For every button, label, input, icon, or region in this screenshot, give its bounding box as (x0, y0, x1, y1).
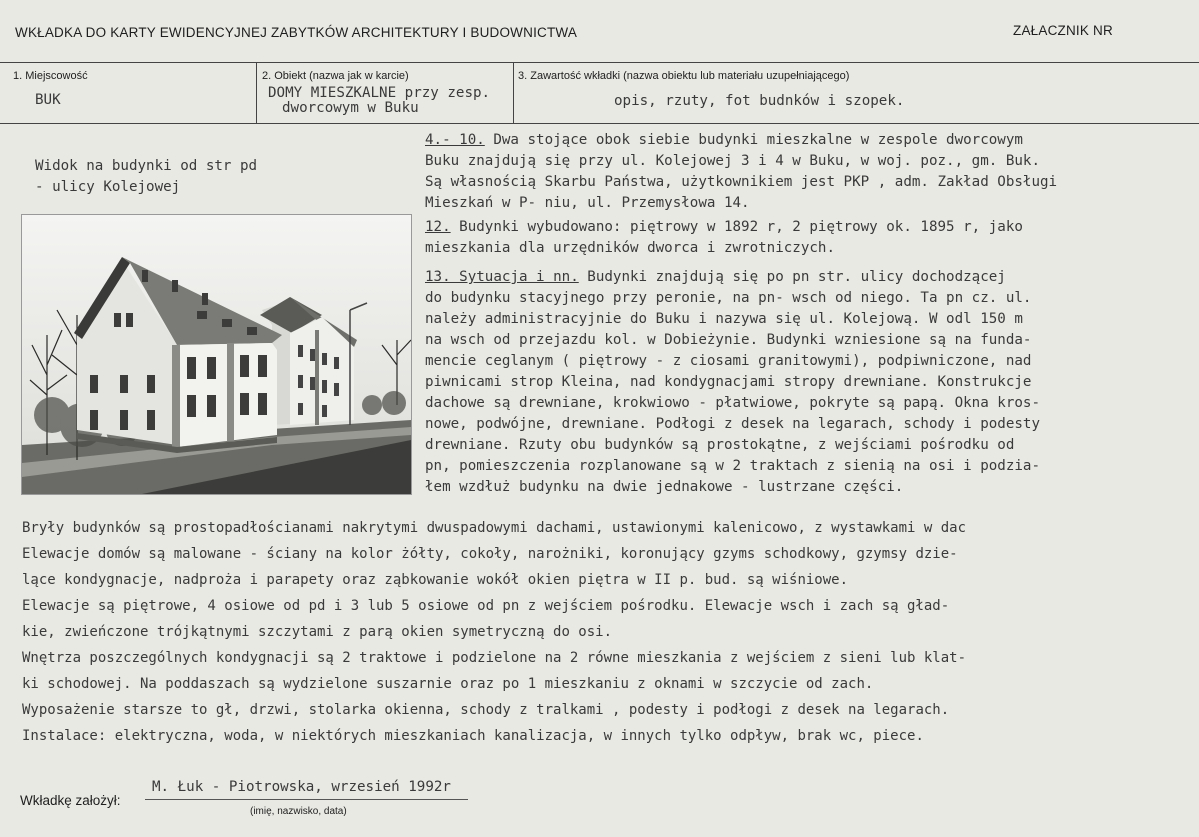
text-line: drewniane. Rzuty obu budynków są prostokątne, z wejściami pośrodku od (425, 437, 1015, 453)
footer-label: Wkładkę założył: (20, 793, 121, 808)
field-locality-value: BUK (35, 92, 61, 108)
field-divider-2 (513, 62, 514, 124)
text-line: do budynku stacyjnego przy peronie, na pn- wsch od niego. Ta pn cz. ul. (425, 290, 1032, 306)
text-line: Bryły budynków są prostopadłościanami nakrytymi dwuspadowymi dachami, ustawionymi kalenicowo, z wystawkami w dac (22, 520, 967, 536)
field-divider-1 (256, 62, 257, 124)
top-rule (0, 62, 1199, 63)
photo-buildings (21, 214, 412, 495)
footer-sublabel: (imię, nazwisko, data) (250, 806, 347, 817)
text-line: dachowe są drewniane, krokwiowo - płatwiowe, pokryte są papą. Okna kros- (425, 395, 1040, 411)
footer-underline (145, 799, 468, 800)
field-content-label: 3. Zawartość wkładki (nazwa obiektu lub materiału uzupełniającego) (518, 70, 850, 82)
form-title: WKŁADKA DO KARTY EWIDENCYJNEJ ZABYTKÓW ARCHITEKTURY I BUDOWNICTWA (15, 25, 578, 40)
photo-caption-line-2: - ulicy Kolejowej (35, 179, 181, 195)
field-object-label: 2. Obiekt (nazwa jak w karcie) (262, 70, 409, 82)
text-line: ki schodowej. Na poddaszach są wydzielone suszarnie oraz po 1 mieszkaniu z oknami w szczycie od zach. (22, 676, 874, 692)
text-line: lące kondygnacje, nadproża i parapety oraz ząbkowanie wokół okien piętra w II p. bud. są wiśniowe. (22, 572, 849, 588)
text-line: pn, pomieszczenia rozplanowane są w 2 traktach z sienią na osi i podzia- (425, 458, 1040, 474)
text-line: Dwa stojące obok siebie budynki mieszkalne w zespole dworcowym (493, 132, 1023, 148)
text-line: nowe, podwójne, drewniane. Podłogi z desek na legarach, schody i podesty (425, 416, 1040, 432)
field-object-value-2: dworcowym w Buku (282, 100, 419, 116)
text-line: Elewacje domów są malowane - ściany na kolor żółty, cokoły, narożniki, koronujący gzyms schodkowy, gzymsy dzie- (22, 546, 958, 562)
field-content-value: opis, rzuty, fot budnków i szopek. (614, 93, 905, 109)
text-line: piwnicami strop Kleina, nad kondygnacjami stropy drewniane. Konstrukcje (425, 374, 1032, 390)
text-line: Elewacje są piętrowe, 4 osiowe od pd i 3 lub 5 osiowe od pn z wejściem pośrodku. Elewacje wsch i zach są gład- (22, 598, 950, 614)
text-line: Są własnością Skarbu Państwa, użytkownikiem jest PKP , adm. Zakład Obsługi (425, 174, 1058, 190)
text-line: Wyposażenie starsze to gł, drzwi, stolarka okienna, schody z tralkami , podesty i podłogi z desek na legarach. (22, 702, 950, 718)
text-line: mencie ceglanym ( piętrowy - z ciosami granitowymi), podpiwniczone, nad (425, 353, 1032, 369)
annex-label: ZAŁACZNIK NR (1013, 23, 1113, 38)
field-bottom-rule (0, 123, 1199, 124)
text-line: Budynki wybudowano: piętrowy w 1892 r, 2 piętrowy ok. 1895 r, jako (459, 219, 1023, 235)
footer-value: M. Łuk - Piotrowska, wrzesień 1992r (152, 779, 451, 795)
text-line: Buku znajdują się przy ul. Kolejowej 3 i 4 w Buku, w woj. poz., gm. Buk. (425, 153, 1040, 169)
text-line: kie, zwieńczone trójkątnymi szczytami z parą okien symetryczną do osi. (22, 624, 613, 640)
text-line: Instalace: elektryczna, woda, w niektórych mieszkaniach kanalizacja, w innych tylko odpływ, brak wc, piece. (22, 728, 924, 744)
text-line: Wnętrza poszczególnych kondygnacji są 2 traktowe i podzielone na 2 równe mieszkania z wejściem z sieni lub klat- (22, 650, 967, 666)
section-number: 4.- 10. (425, 132, 485, 148)
text-line: mieszkania dla urzędników dworca i zwrotniczych. (425, 240, 835, 256)
field-locality-label: 1. Miejscowość (13, 70, 88, 82)
section-number: 12. (425, 219, 451, 235)
text-line: łem wzdłuż budynku na dwie jednakowe - lustrzane części. (425, 479, 904, 495)
text-line: należy administracyjnie do Buku i nazywa się ul. Kolejową. W odl 150 m (425, 311, 1023, 327)
field-object-value-1: DOMY MIESZKALNE przy zesp. (268, 85, 491, 101)
text-line: na wsch od przejazdu kol. w Dobieżynie. Budynki wzniesione są na funda- (425, 332, 1032, 348)
section-number: 13. Sytuacja i nn. (425, 269, 579, 285)
text-line: Budynki znajdują się po pn str. ulicy dochodzącej (587, 269, 1006, 285)
text-line: Mieszkań w P- niu, ul. Przemysłowa 14. (425, 195, 750, 211)
photo-caption-line-1: Widok na budynki od str pd (35, 158, 258, 174)
